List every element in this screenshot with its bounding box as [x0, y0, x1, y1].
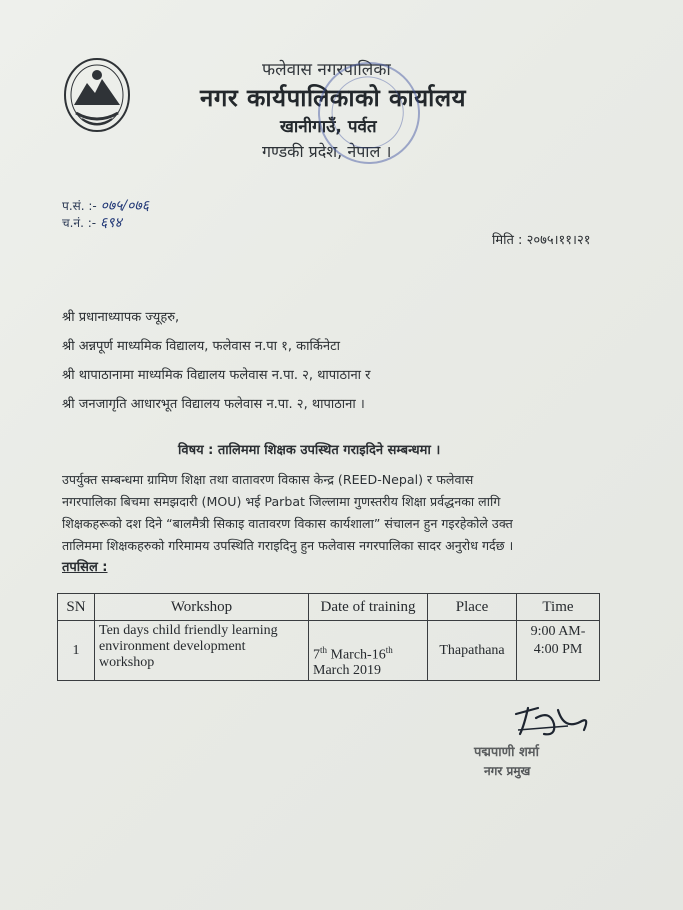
cell-workshop: Ten days child friendly learning environment development workshop [95, 621, 309, 681]
letter-date: मिति : २०७५।११।२१ [492, 233, 591, 248]
details-heading: तपसिल : [62, 560, 108, 575]
cell-place: Thapathana [428, 621, 517, 681]
signatory-title: नगर प्रमुख [484, 764, 531, 778]
col-header-time: Time [517, 594, 600, 621]
addressee-line: श्री जनजागृति आधारभूत विद्यालय फलेवास न.पा. २, थापाठाना । [62, 397, 365, 412]
letter-body [62, 469, 602, 557]
table-row [58, 621, 600, 681]
date-end-suffix: th [385, 645, 393, 656]
col-header-date: Date of training [309, 594, 428, 621]
date-start-suffix: th [320, 645, 328, 656]
body-line: उपर्युक्त सम्बन्धमा ग्रामिण शिक्षा तथा वातावरण विकास केन्द्र (REED-Nepal) र फलेवास [62, 472, 474, 487]
province-line: गण्डकी प्रदेश, नेपाल । [262, 142, 392, 161]
office-title: नगर कार्यपालिकाको कार्यालय [200, 84, 467, 112]
table-header-row [58, 594, 600, 621]
cell-sn: 1 [58, 621, 95, 681]
nepal-emblem-logo [62, 55, 132, 135]
office-location: खानीगाउँ, पर्वत [280, 117, 377, 137]
body-line: शिक्षकहरूको दश दिने “बालमैत्री सिकाइ वातावरण विकास कार्यशाला” संचालन हुन गइरहेकोले उक्त [62, 516, 513, 531]
addressee-line: श्री प्रधानाध्यापक ज्यूहरु, [62, 310, 180, 325]
body-line: नगरपालिका बिचमा समझदारी (MOU) भई Parbat जिल्लामा गुणस्तरीय शिक्षा प्रर्वद्धनका लागि [62, 494, 501, 509]
chalani-value: ६९४ [99, 215, 122, 231]
date-start-day: 7 [313, 648, 320, 663]
training-schedule-table [57, 593, 600, 681]
chalani-number [62, 213, 122, 232]
col-header-sn: SN [58, 594, 95, 621]
handwritten-signature [498, 700, 608, 748]
letter-subject: विषय : तालिममा शिक्षक उपस्थित गराइदिने सम्बन्धमा । [178, 443, 441, 458]
patra-label: प.सं. :- [62, 199, 97, 213]
cell-date [309, 621, 428, 681]
date-end: March 2019 [313, 663, 382, 678]
chalani-label: च.नं. :- [62, 216, 97, 230]
addressee-line: श्री अन्नपूर्ण माध्यमिक विद्यालय, फलेवास न.पा १, कार्किनेटा [62, 339, 341, 354]
municipality-name: फलेवास नगरपालिका [262, 60, 391, 80]
addressee-line: श्री थापाठानामा माध्यमिक विद्यालय फलेवास न.पा. २, थापाठाना र [62, 368, 371, 383]
signatory-name: पद्मपाणी शर्मा [474, 745, 539, 760]
col-header-workshop: Workshop [95, 594, 309, 621]
patra-value: ०७५/०७६ [100, 198, 149, 214]
cell-time: 9:00 AM-4:00 PM [517, 621, 600, 681]
date-start-month: March-16 [330, 648, 386, 663]
col-header-place: Place [428, 594, 517, 621]
body-line: तालिममा शिक्षकहरुको गरिमामय उपस्थिति गराइदिनु हुन फलेवास नगरपालिका सादर अनुरोध गर्दछ । [62, 538, 514, 553]
